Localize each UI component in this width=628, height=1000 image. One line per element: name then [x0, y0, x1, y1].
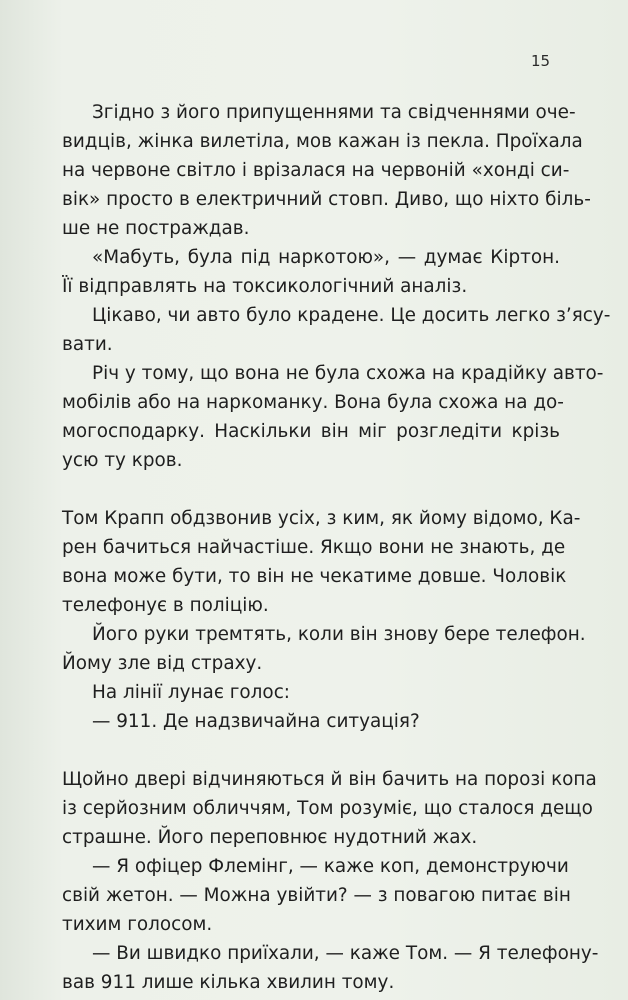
text-line: вати. [62, 334, 113, 355]
text-line: Згідно з його припущеннями та свідченнями оче- [92, 102, 576, 123]
text-line: Йому зле від страху. [62, 653, 263, 674]
paragraph [62, 359, 604, 475]
text-line: «Мабуть, була під наркотою», — думає Кіртон. [92, 247, 560, 268]
text-line: мобілів або на наркоманку. Вона була схожа на до- [62, 392, 564, 413]
paragraph [62, 707, 560, 736]
text-line: — 911. Де надзвичайна ситуація? [92, 711, 420, 732]
text-line: вік» просто в електричний стовп. Диво, що ніхто біль- [62, 189, 591, 210]
text-line: телефонує в поліцію. [62, 595, 269, 616]
paragraph [62, 504, 581, 620]
paragraph [62, 939, 599, 997]
paragraph [62, 243, 560, 301]
paragraph [62, 301, 611, 359]
text-line: Щойно двері відчиняються й він бачить на порозі копа [62, 769, 597, 790]
text-line: ше не постраждав. [62, 218, 250, 239]
text-line: — Ви швидко приїхали, — каже Том. — Я телефону- [92, 943, 599, 964]
text-line: на червоне світло і врізалася на червоній «хонді си- [62, 160, 570, 181]
text-line: Його руки тремтять, коли він знову бере телефон. [92, 624, 586, 645]
text-line: — Я офіцер Флемінг, — каже коп, демонструючи [92, 856, 569, 877]
text-line: Річ у тому, що вона не була схожа на крадійку авто- [92, 363, 604, 384]
text-line: могосподарку. Наскільки він міг розгледіти крізь [62, 421, 560, 442]
text-line: вона може бути, то він не чекатиме довше. Чоловік [62, 566, 567, 587]
text-line: страшне. Його переповнює нудотний жах. [62, 827, 478, 848]
text-line: тихим голосом. [62, 914, 213, 935]
paragraph [62, 620, 586, 678]
paragraph [62, 678, 560, 707]
text-line: вав 911 лише кілька хвилин тому. [62, 972, 395, 993]
paragraph [62, 852, 571, 939]
paragraph [62, 98, 591, 243]
text-line: свій жетон. — Можна увійти? — з повагою питає він [62, 885, 571, 906]
text-line: Її відправлять на токсикологічний аналіз. [62, 276, 468, 297]
text-line: усю ту кров. [62, 450, 183, 471]
text-line: Цікаво, чи авто було крадене. Це досить легко з’ясу- [92, 305, 611, 326]
page-number: 15 [531, 52, 551, 70]
paragraph [62, 765, 597, 852]
text-line: Том Крапп обдзвонив усіх, з ким, як йому відомо, Ка- [62, 508, 581, 529]
text-line: із серйозним обличчям, Том розуміє, що сталося дещо [62, 798, 593, 819]
section-break [62, 736, 560, 765]
text-line: видців, жінка вилетіла, мов кажан із пекла. Проїхала [62, 131, 583, 152]
text-line: рен бачиться найчастіше. Якщо вони не знають, де [62, 537, 566, 558]
body-text [62, 98, 611, 997]
section-break [62, 475, 560, 504]
text-line: На лінії лунає голос: [92, 682, 290, 703]
